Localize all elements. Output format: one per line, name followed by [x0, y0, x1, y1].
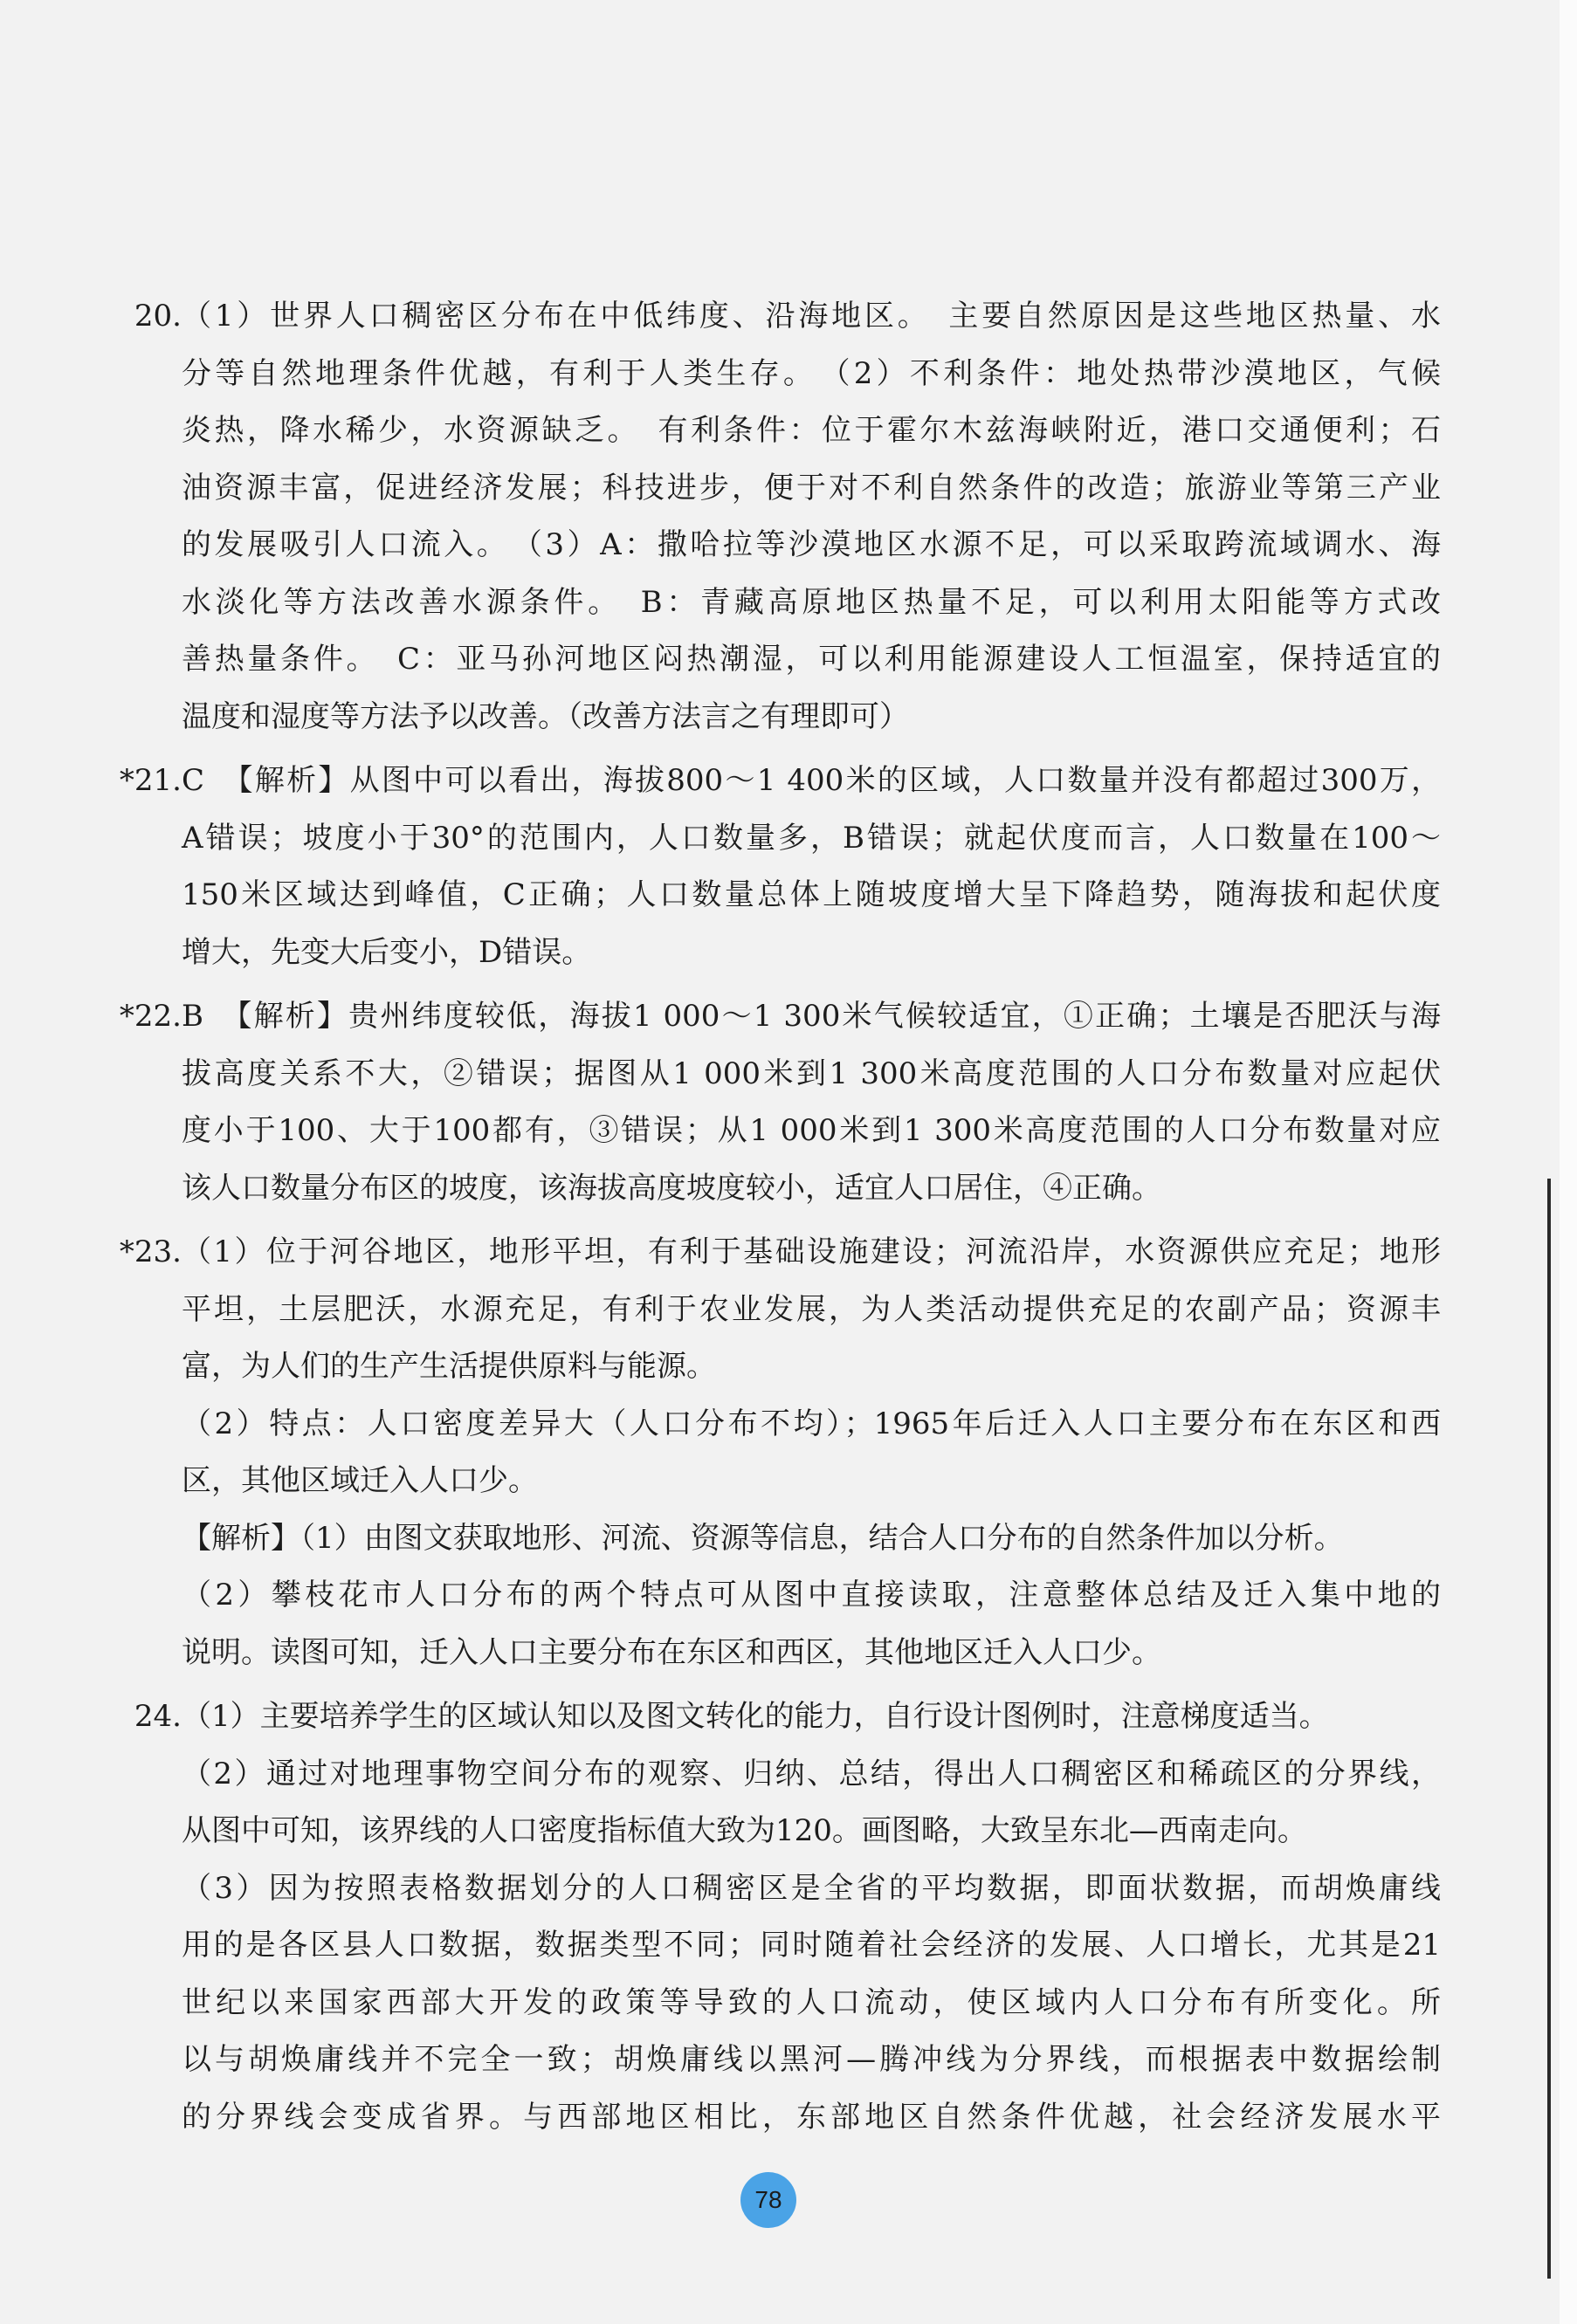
text-line: 的发展吸引人口流入。 （3）A：撒哈拉等沙漠地区水源不足，可以采取跨流域调水、海 — [182, 527, 1441, 562]
text-line: B 【解析】贵州纬度较低，海拔1 000～1 300米气候较适宜，①正确；土壤是否肥沃与海 — [182, 999, 1441, 1034]
text-line: 水淡化等方法改善水源条件。 B：青藏高原地区热量不足，可以利用太阳能等方式改 — [182, 584, 1441, 620]
text-line: （2）攀枝花市人口分布的两个特点可从图中直接读取，注意整体总结及迁入集中地的 — [182, 1578, 1441, 1612]
question-number: *23. — [119, 1234, 182, 1269]
text-line: （2）通过对地理事物空间分布的观察、归纳、总结，得出人口稠密区和稀疏区的分界线， — [182, 1756, 1441, 1791]
text-line: 说明。读图可知，迁入人口主要分布在东区和西区，其他地区迁入人口少。 — [182, 1634, 1161, 1670]
page-edge-line — [1547, 1179, 1551, 2279]
text-line: 该人口数量分布区的坡度，该海拔高度坡度较小，适宜人口居住，④正确。 — [182, 1170, 1161, 1206]
page-number-badge: 78 — [740, 2172, 796, 2228]
question-number: 24. — [134, 1699, 182, 1734]
text-line: （1）位于河谷地区，地形平坦，有利于基础设施建设；河流沿岸，水资源供应充足；地形 — [182, 1234, 1441, 1269]
text-line: 拔高度关系不大，②错误；据图从1 000米到1 300米高度范围的人口分布数量对应起伏 — [182, 1055, 1441, 1091]
text-line: 油资源丰富，促进经济发展；科技进步，便于对不利自然条件的改造；旅游业等第三产业 — [182, 470, 1441, 505]
answer-item-21 — [96, 753, 1441, 981]
text-line: 用的是各区县人口数据，数据类型不同；同时随着社会经济的发展、人口增长，尤其是21 — [182, 1928, 1441, 1963]
text-line: 温度和湿度等方法予以改善。（改善方法言之有理即可） — [182, 698, 909, 734]
page-edge-margin — [1560, 0, 1577, 2324]
text-line: 150米区域达到峰值，C正确；人口数量总体上随坡度增大呈下降趋势，随海拔和起伏度 — [182, 877, 1441, 912]
text-line: 世纪以来国家西部大开发的政策等导致的人口流动，使区域内人口分布有所变化。所 — [182, 1984, 1441, 2020]
question-number: *21. — [119, 763, 182, 798]
text-line: 区，其他区域迁入人口少。 — [182, 1463, 538, 1498]
question-number: 20. — [134, 299, 182, 333]
text-line: 善热量条件。 C：亚马孙河地区闷热潮湿，可以利用能源建设人工恒温室，保持适宜的 — [182, 642, 1441, 677]
text-line: 平坦，土层肥沃，水源充足，有利于农业发展，为人类活动提供充足的农副产品；资源丰 — [182, 1291, 1441, 1327]
answer-item-20 — [96, 288, 1441, 746]
text-line: 分等自然地理条件优越，有利于人类生存。 （2）不利条件：地处热带沙漠地区，气候 — [182, 355, 1441, 391]
text-line: 增大，先变大后变小，D错误。 — [182, 934, 592, 970]
text-line: A错误；坡度小于30°的范围内，人口数量多，B错误；就起伏度而言，人口数量在100～ — [182, 820, 1441, 856]
text-line: 炎热，降水稀少，水资源缺乏。 有利条件：位于霍尔木兹海峡附近，港口交通便利；石 — [182, 413, 1441, 448]
answer-item-22 — [96, 988, 1441, 1217]
text-line: 度小于100、大于100都有，③错误；从1 000米到1 300米高度范围的人口分布数量对应 — [182, 1113, 1441, 1148]
text-line: （2）特点：人口密度差异大（人口分布不均）；1965年后迁入人口主要分布在东区和西 — [182, 1406, 1441, 1441]
text-line: 从图中可知，该界线的人口密度指标值大致为120。画图略，大致呈东北—西南走向。 — [182, 1813, 1307, 1848]
text-line: （3）因为按照表格数据划分的人口稠密区是全省的平均数据，即面状数据，而胡焕庸线 — [182, 1870, 1441, 1906]
text-line: 以与胡焕庸线并不完全一致；胡焕庸线以黑河—腾冲线为分界线，而根据表中数据绘制 — [182, 2042, 1441, 2077]
text-line: （1）主要培养学生的区域认知以及图文转化的能力，自行设计图例时，注意梯度适当。 — [182, 1699, 1329, 1734]
text-line: 的分界线会变成省界。与西部地区相比，东部地区自然条件优越，社会经济发展水平 — [182, 2099, 1441, 2135]
answer-content — [96, 288, 1441, 2153]
answer-item-23 — [96, 1224, 1441, 1681]
text-line: 富，为人们的生产生活提供原料与能源。 — [182, 1349, 716, 1384]
text-line: （1）世界人口稠密区分布在中低纬度、沿海地区。 主要自然原因是这些地区热量、水 — [182, 299, 1441, 333]
text-line: C 【解析】从图中可以看出，海拔800～1 400米的区域，人口数量并没有都超过300万， — [182, 763, 1441, 798]
text-line: 【解析】（1）由图文获取地形、河流、资源等信息，结合人口分布的自然条件加以分析。 — [182, 1520, 1344, 1556]
question-number: *22. — [119, 999, 182, 1034]
answer-item-24 — [96, 1688, 1441, 2146]
